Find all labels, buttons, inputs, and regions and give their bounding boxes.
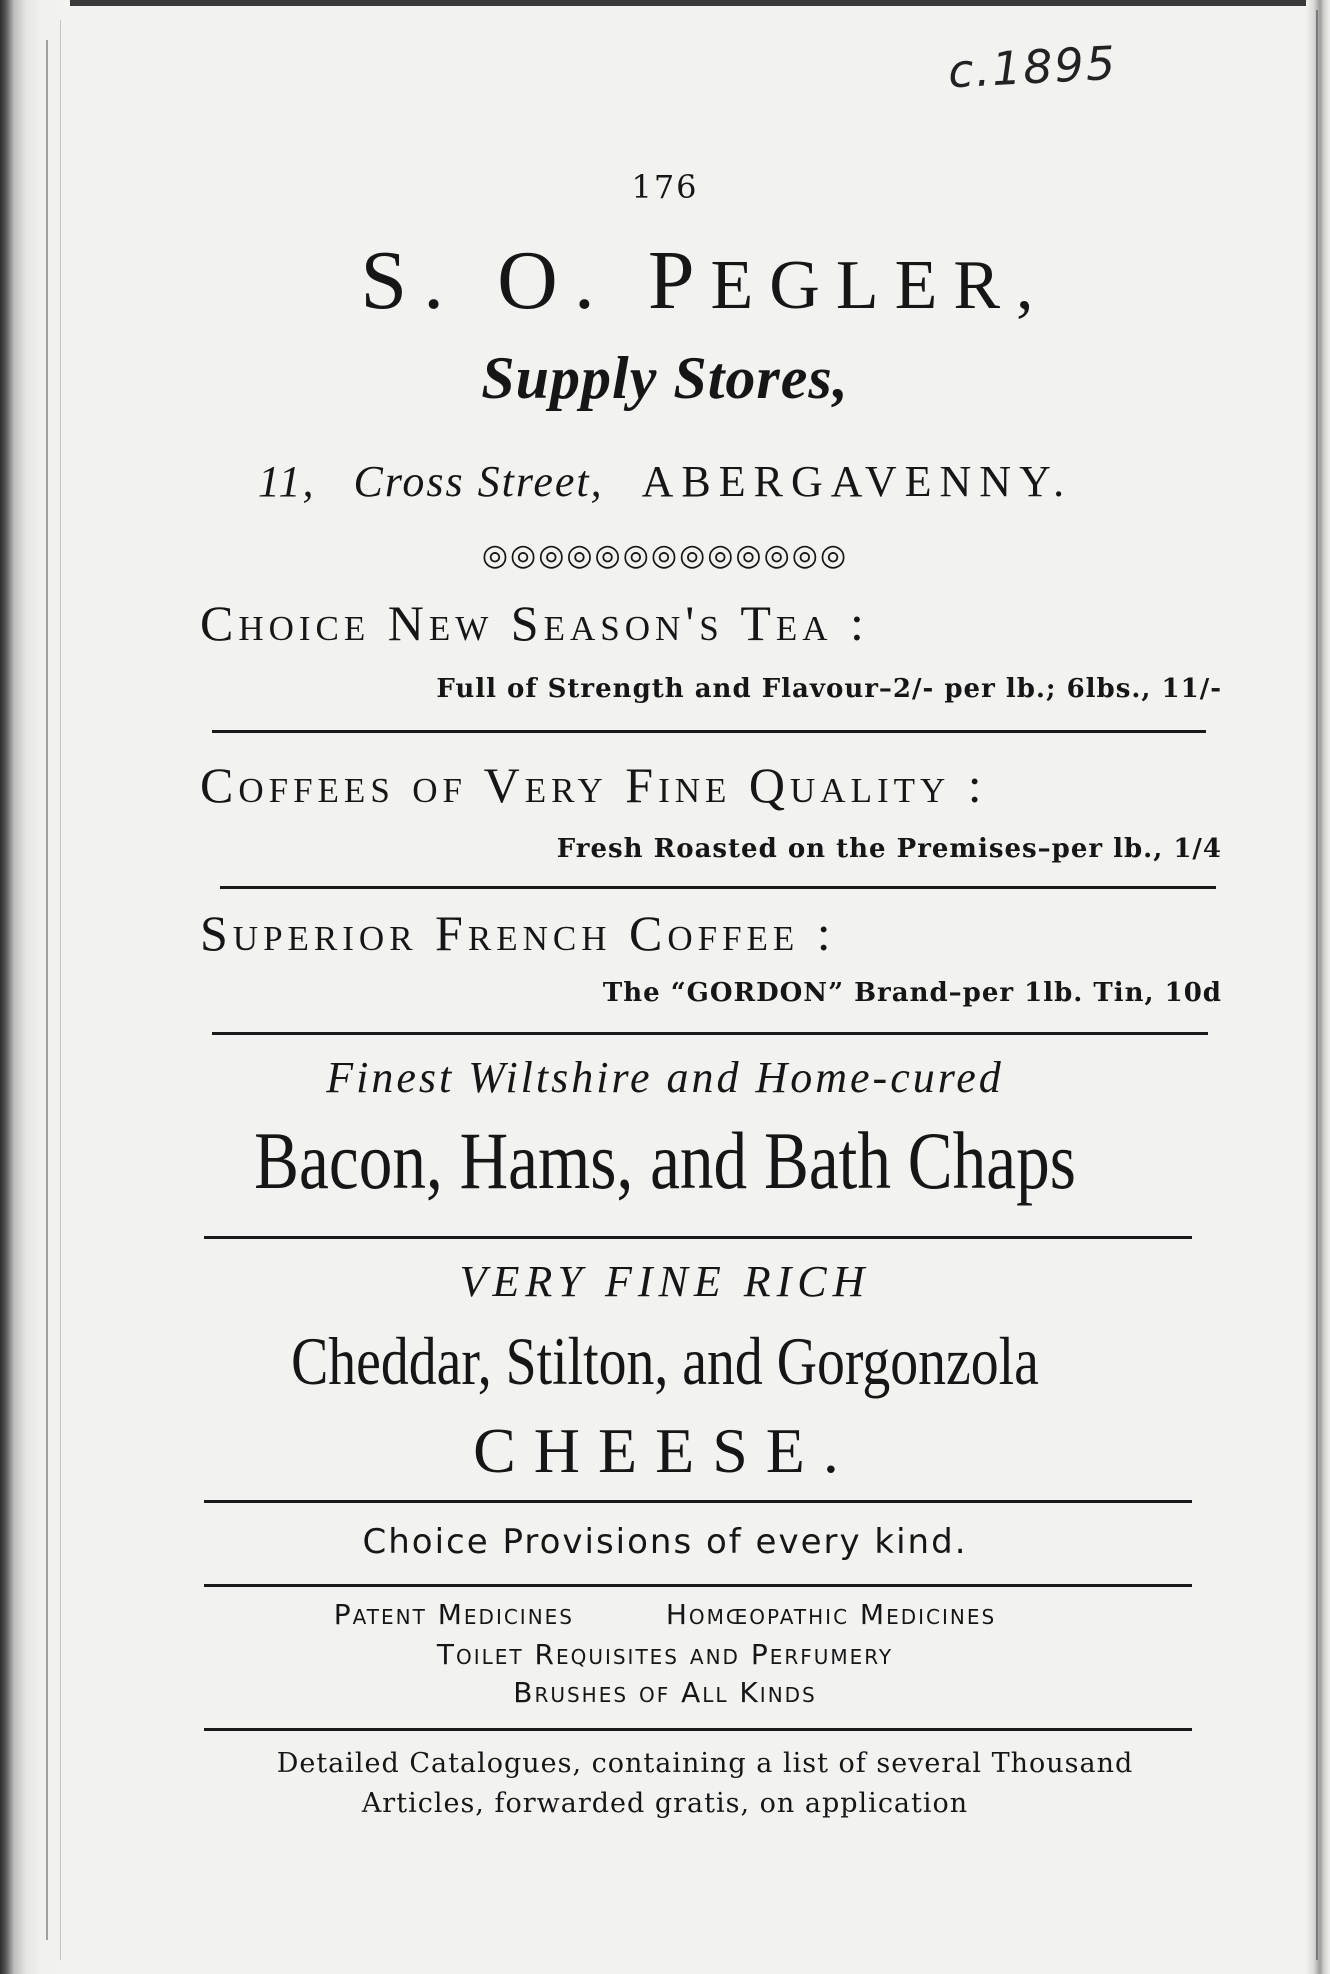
merchant-name-initial-s: S: [360, 234, 424, 327]
rule-divider: [204, 1584, 1192, 1587]
catalogue-line-1: Detailed Catalogues, containing a list of several Thousand: [276, 1748, 1134, 1779]
rule-divider: [212, 1032, 1208, 1035]
product-heading-french-coffee: Superior French Coffee :: [200, 905, 836, 961]
product-detail-coffees: Fresh Roasted on the Premises–per lb., 1/4: [556, 834, 1222, 864]
sundries-line-3: Brushes of All Kinds: [513, 1676, 817, 1709]
address-number: 11,: [257, 457, 316, 506]
sundries-line-1: [0, 1598, 1330, 1631]
cheese-varieties-wrap: [0, 1322, 1330, 1401]
scan-top-edge: [0, 0, 1330, 6]
rule-divider: [212, 730, 1206, 733]
cheese-intro: VERY FINE RICH: [459, 1257, 871, 1306]
product-detail-french-coffee: The “GORDON” Brand–per 1lb. Tin, 10d: [602, 978, 1222, 1008]
sundries-patent-medicines: Patent Medicines: [333, 1598, 574, 1631]
address-town: ABERGAVENNY.: [641, 457, 1073, 506]
product-heading-tea: Choice New Season's Tea :: [200, 595, 869, 651]
merchant-name: [0, 232, 1330, 329]
rule-divider: [220, 886, 1216, 889]
product-detail-tea: Full of Strength and Flavour–2/- per lb.; 6lbs., 11/-: [436, 674, 1222, 704]
handwritten-date: c.1895: [946, 35, 1119, 99]
product-heading-coffees: Coffees of Very Fine Quality :: [200, 757, 987, 813]
bacon-intro: Finest Wiltshire and Home-cured: [326, 1053, 1004, 1102]
cheese-word: CHEESE.: [473, 1415, 857, 1486]
merchant-name-initial-o: O: [497, 234, 574, 327]
rule-divider: [204, 1728, 1192, 1731]
catalogue-line-2: Articles, forwarded gratis, on application: [361, 1788, 969, 1819]
sundries-line-2: Toilet Requisites and Perfumery: [436, 1638, 894, 1671]
ornament-divider: ◎◎◎◎◎◎◎◎◎◎◎◎◎: [481, 538, 849, 573]
store-subtitle: Supply Stores,: [481, 345, 849, 411]
bacon-headline-wrap: [0, 1114, 1330, 1208]
merchant-name-rest: EGLER,: [710, 247, 1050, 324]
merchant-name-dot: .: [423, 234, 498, 327]
bacon-headline: Bacon, Hams, and Bath Chaps: [254, 1115, 1076, 1206]
rule-divider: [204, 1236, 1192, 1239]
sundries-homoeopathic-medicines: Homœopathic Medicines: [665, 1598, 997, 1631]
page-number: 176: [631, 168, 699, 206]
merchant-name-initial-p: P: [647, 234, 711, 327]
store-address: [0, 456, 1330, 507]
address-street: Cross Street,: [353, 457, 604, 506]
rule-divider: [204, 1500, 1192, 1503]
provisions-line: Choice Provisions of every kind.: [362, 1522, 968, 1562]
merchant-name-dot: .: [573, 234, 648, 327]
cheese-varieties: Cheddar, Stilton, and Gorgonzola: [291, 1323, 1039, 1399]
